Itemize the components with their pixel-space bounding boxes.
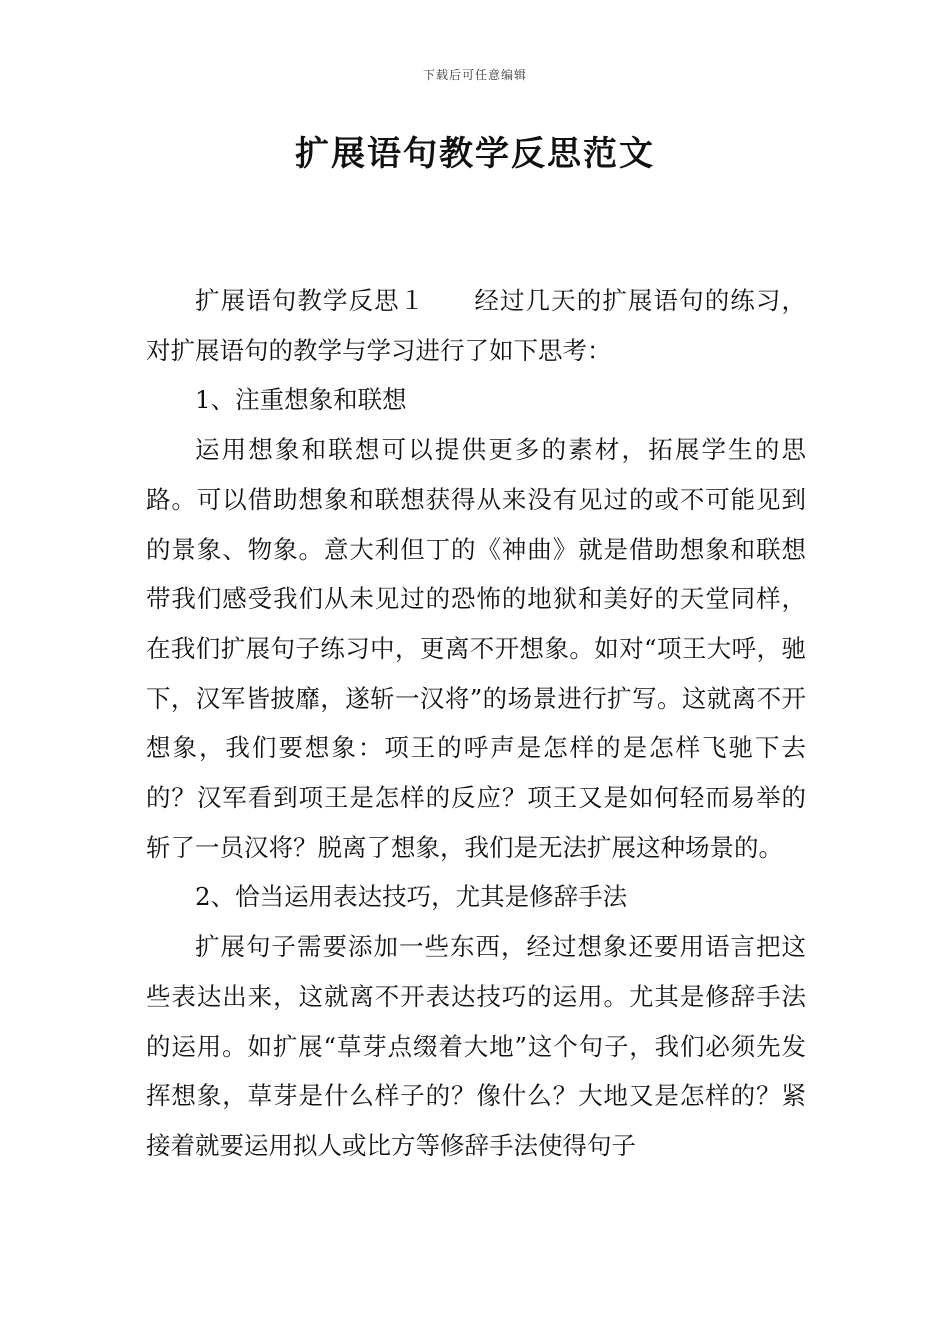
- document-body: [146, 276, 806, 1171]
- section-2-paragraph: 扩展句子需要添加一些东西，经过想象还要用语言把这些表达出来，这就离不开表达技巧的运用。尤其是修辞手法的运用。如扩展“草芽点缀着大地”这个句子，我们必须先发挥想象，草芽是什么样子的？像什么？大地又是怎样的？紧接着就要运用拟人或比方等修辞手法使得句子: [146, 932, 806, 1160]
- section-2-heading: 2、恰当运用表达技巧，尤其是修辞手法: [195, 882, 628, 912]
- header-note: 下载后可任意编辑: [422, 68, 527, 82]
- section-1-heading: 1、注重想象和联想: [195, 385, 407, 415]
- section-1-paragraph: 运用想象和联想可以提供更多的素材，拓展学生的思路。可以借助想象和联想获得从来没有见过的或不可能见到的景象、物象。意大利但丁的《神曲》就是借助想象和联想带我们感受我们从未见过的恐怖的地狱和美好的天堂同样，在我们扩展句子练习中，更离不开想象。如对“项王大呼，驰下，汉军皆披靡，遂斩一汉将”的场景进行扩写。这就离不开想象，我们要想象：项王的呼声是怎样的是怎样飞驰下去的？汉军看到项王是怎样的反应？项王又是如何轻而易举的斩了一员汉将？脱离了想象，我们是无法扩展这种场景的。: [146, 435, 806, 862]
- intro-label: 扩展语句教学反思１: [195, 286, 426, 315]
- intro-text: 经过几天的扩展语句的练习，对扩展语句的教学与学习进行了如下思考：: [146, 286, 807, 365]
- document-title: 扩展语句教学反思范文: [295, 134, 655, 174]
- intro-paragraph: [146, 276, 806, 375]
